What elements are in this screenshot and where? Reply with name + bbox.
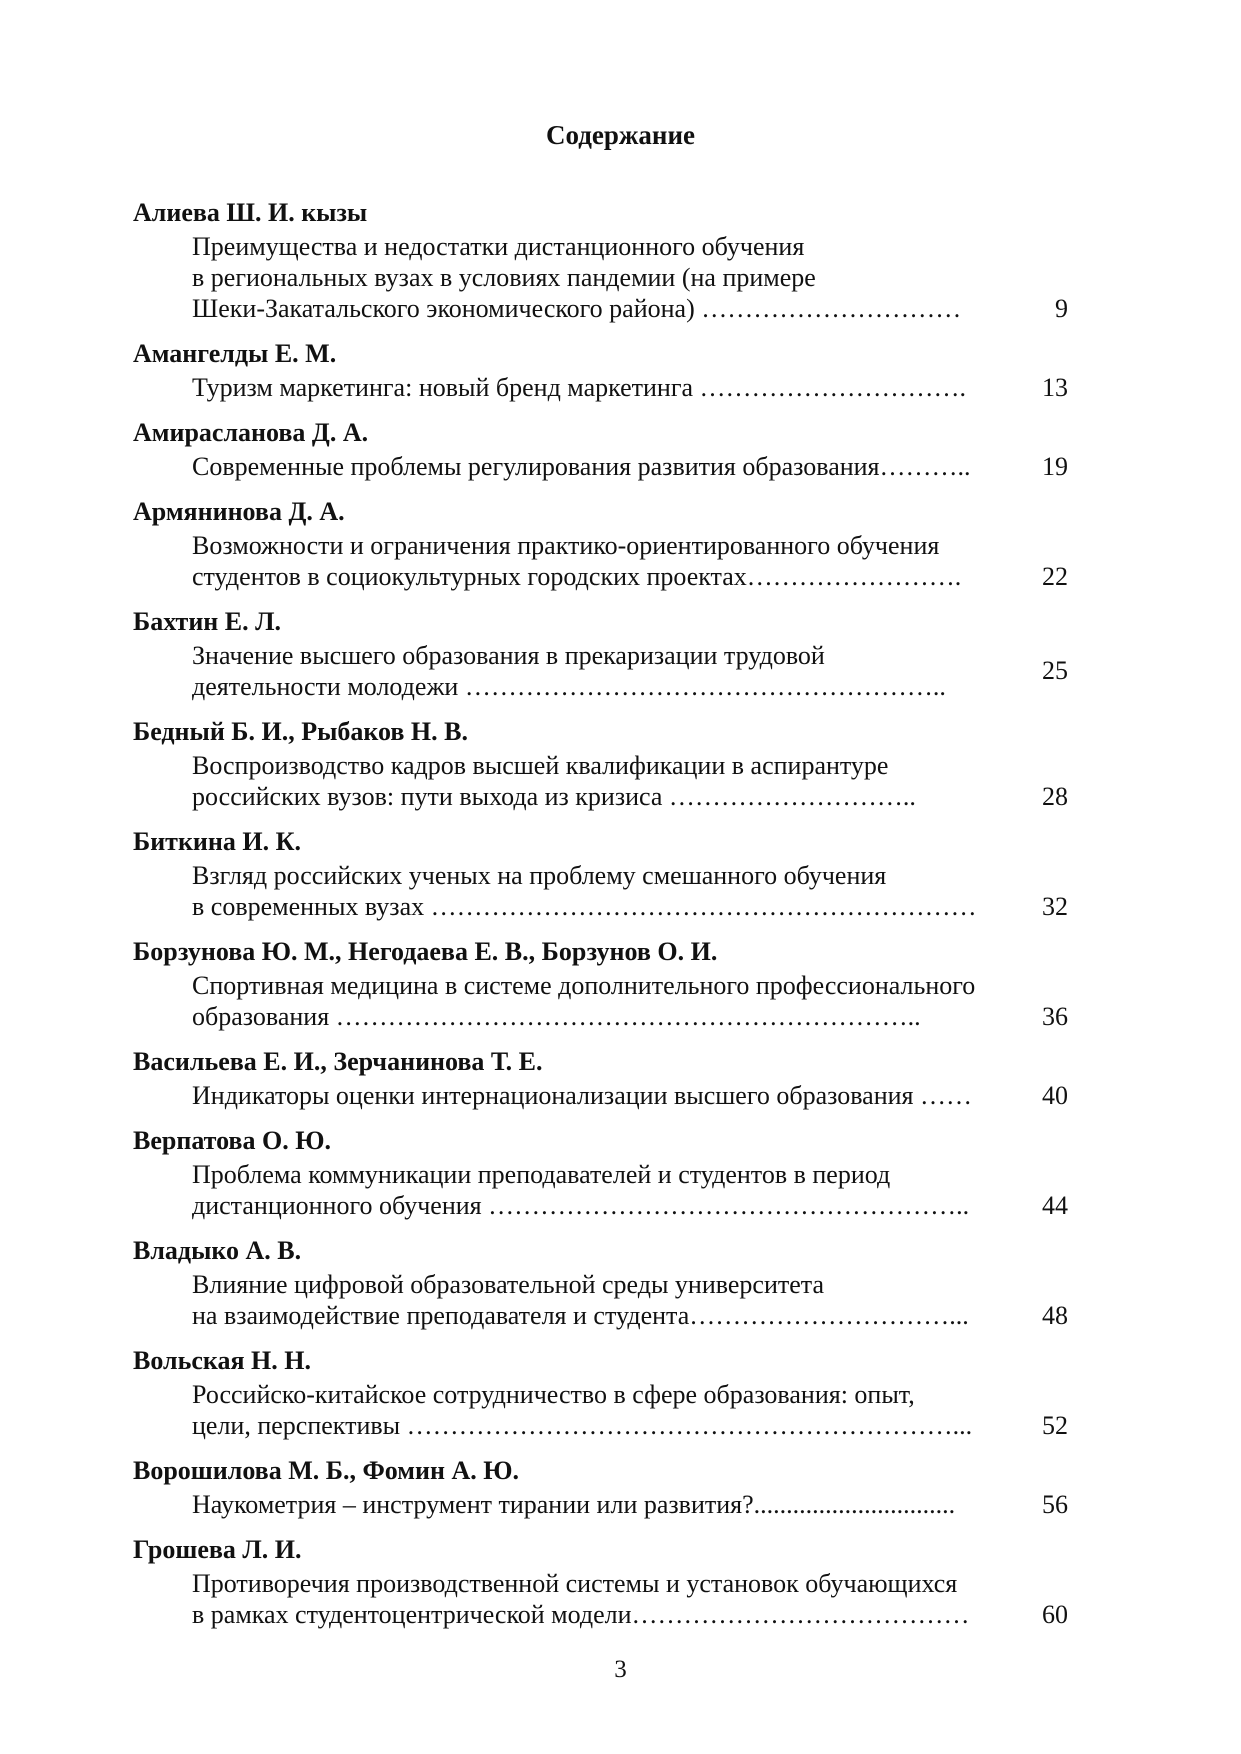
toc-entry-title-line: Значение высшего образования в прекаризации трудовой — [192, 641, 825, 670]
toc-entry-author: Грошева Л. И. — [133, 1535, 302, 1564]
toc-entry-author: Вольская Н. Н. — [133, 1346, 311, 1375]
toc-entry-author: Верпатова О. Ю. — [133, 1126, 331, 1155]
toc-entry-title-line: Взгляд российских ученых на проблему смешанного обучения — [192, 861, 887, 890]
toc-entry-page-number: 60 — [1042, 1600, 1068, 1629]
toc-entry — [133, 826, 1068, 922]
toc-entry — [133, 1345, 1068, 1441]
page-title: Содержание — [545, 120, 696, 150]
toc-entry-author: Владыко А. В. — [133, 1236, 302, 1265]
toc-entry-title-line: Туризм маркетинга: новый бренд маркетинга …………………………. — [192, 373, 967, 402]
toc-entry — [133, 716, 1068, 812]
toc-entry-title-line: на взаимодействие преподавателя и студента…………………………... — [192, 1301, 969, 1330]
toc-entry — [133, 197, 1068, 324]
toc-entry-title — [192, 640, 1010, 702]
toc-entry-title-line: в современных вузах ……………………………………………………… — [192, 892, 977, 921]
toc-entry-author: Алиева Ш. И. кызы — [133, 198, 368, 227]
toc-entry-author: Борзунова Ю. М., Негодаева Е. В., Борзунов О. И. — [133, 937, 718, 966]
toc-entry-title — [192, 1269, 1010, 1331]
toc-entry-title-line: Спортивная медицина в системе дополнительного профессионального — [192, 971, 976, 1000]
toc-entry-title-line: Влияние цифровой образовательной среды университета — [192, 1270, 824, 1299]
toc-entry-page-number: 56 — [1042, 1490, 1068, 1519]
toc-entry-title — [192, 1379, 1010, 1441]
toc-entry-page-number: 25 — [1042, 656, 1068, 685]
toc-entry-title-line: Шеки-Закатальского экономического района) ………………………… — [192, 294, 962, 323]
toc-entry — [133, 936, 1068, 1032]
toc-entry — [133, 496, 1068, 592]
toc-entry-title — [192, 1489, 1010, 1520]
toc-entry-title — [192, 1080, 1010, 1111]
toc-entry-title-line: Индикаторы оценки интернационализации высшего образования …… — [192, 1081, 972, 1110]
toc-entry-page-number: 19 — [1042, 452, 1068, 481]
toc-entry-author: Бедный Б. И., Рыбаков Н. В. — [133, 717, 468, 746]
toc-entry-title-line: деятельности молодежи ……………………………………………….. — [192, 672, 946, 701]
toc-entry-title-line: дистанционного обучения ……………………………………………….. — [192, 1191, 970, 1220]
toc-entry-title-line: Российско-китайское сотрудничество в сфере образования: опыт, — [192, 1380, 915, 1409]
toc-entry-title-line: Современные проблемы регулирования развития образования……….. — [192, 452, 971, 481]
toc-entry-title — [192, 530, 1010, 592]
toc-entry-title — [192, 750, 1010, 812]
toc-entry-title-line: Возможности и ограничения практико-ориентированного обучения — [192, 531, 940, 560]
toc-entry-title-line: российских вузов: пути выхода из кризиса ……………………….. — [192, 782, 916, 811]
toc-entry-title-line: Преимущества и недостатки дистанционного обучения — [192, 232, 805, 261]
toc-entry — [133, 1235, 1068, 1331]
toc-entry — [133, 1125, 1068, 1221]
toc-entry-title — [192, 1159, 1010, 1221]
toc-entry-title — [192, 860, 1010, 922]
toc-entry-title-line: Противоречия производственной системы и установок обучающихся — [192, 1569, 958, 1598]
toc-entry — [133, 417, 1068, 482]
toc-entry-title — [192, 231, 1010, 324]
toc-entry-page-number: 13 — [1042, 373, 1068, 402]
toc-entry-page-number: 36 — [1042, 1002, 1068, 1031]
toc-entry — [133, 1046, 1068, 1111]
toc-entry-title — [192, 372, 1010, 403]
toc-entry-title-line: Проблема коммуникации преподавателей и студентов в период — [192, 1160, 891, 1189]
toc-entry-author: Бахтин Е. Л. — [133, 607, 281, 636]
toc-entry-author: Амирасланова Д. А. — [133, 418, 369, 447]
toc-entry-title — [192, 1568, 1010, 1630]
toc-entry-title — [192, 451, 1010, 482]
toc-entry-page-number: 48 — [1042, 1301, 1068, 1330]
toc-entry-author: Биткина И. К. — [133, 827, 301, 856]
toc-entry-page-number: 52 — [1042, 1411, 1068, 1440]
toc-entry-author: Армянинова Д. А. — [133, 497, 345, 526]
footer-page-number: 3 — [614, 1656, 627, 1683]
toc-entry-title — [192, 970, 1010, 1032]
toc-entry-page-number: 28 — [1042, 782, 1068, 811]
toc-entry-title-line: Наукометрия – инструмент тирании или развития?............................... — [192, 1490, 956, 1519]
toc-entry-page-number: 32 — [1042, 892, 1068, 921]
toc-entry-page-number: 40 — [1042, 1081, 1068, 1110]
toc-entry — [133, 338, 1068, 403]
toc-entry-title-line: в рамках студентоцентрической модели………………………………… — [192, 1600, 970, 1629]
toc-entry-title-line: студентов в социокультурных городских проектах……………………. — [192, 562, 962, 591]
toc-entry-title-line: образования ………………………………………………………….. — [192, 1002, 921, 1031]
toc-entry-title-line: цели, перспективы ………………………………………………………... — [192, 1411, 973, 1440]
table-of-contents — [133, 197, 1068, 1644]
toc-entry-title-line: в региональных вузах в условиях пандемии (на примере — [192, 263, 816, 292]
toc-entry-page-number: 9 — [1055, 294, 1068, 323]
toc-entry — [133, 1534, 1068, 1630]
toc-entry-author: Ворошилова М. Б., Фомин А. Ю. — [133, 1456, 520, 1485]
toc-entry-author: Амангелды Е. М. — [133, 339, 337, 368]
toc-entry — [133, 606, 1068, 702]
toc-entry-page-number: 22 — [1042, 562, 1068, 591]
toc-entry-title-line: Воспроизводство кадров высшей квалификации в аспирантуре — [192, 751, 889, 780]
toc-entry — [133, 1455, 1068, 1520]
toc-entry-page-number: 44 — [1042, 1191, 1068, 1220]
toc-entry-author: Васильева Е. И., Зерчанинова Т. Е. — [133, 1047, 543, 1076]
